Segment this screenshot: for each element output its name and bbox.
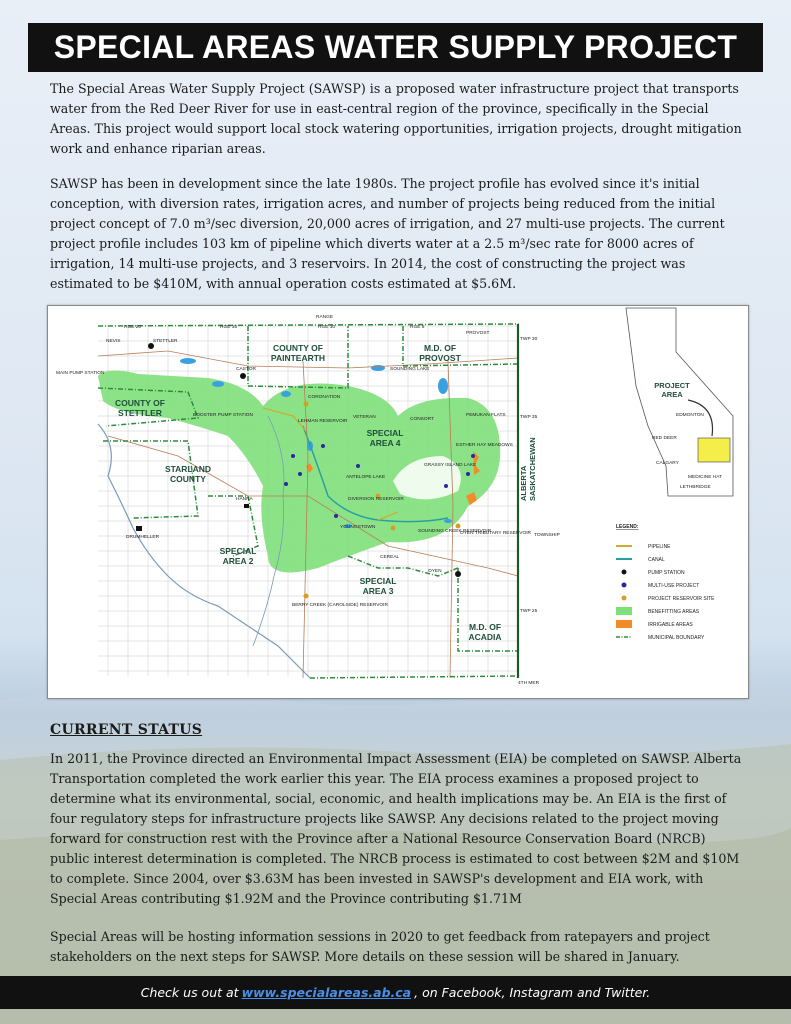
svg-text:PUMP STATION: PUMP STATION [648,570,685,576]
website-link[interactable]: www.specialareas.ab.ca [241,985,412,1000]
svg-text:LEHMAN RESERVOIR: LEHMAN RESERVOIR [298,419,348,424]
inset-map [626,308,733,496]
legend-benefit-swatch [616,607,632,615]
svg-text:PROVOST: PROVOST [466,331,490,336]
page-title: SPECIAL AREAS WATER SUPPLY PROJECT [53,29,738,65]
svg-text:PROJECTAREA: PROJECT AREA [654,381,690,399]
svg-text:MAIN PUMP STATION: MAIN PUMP STATION [56,371,105,376]
svg-text:PROJECT RESERVOIR SITE: PROJECT RESERVOIR SITE [648,596,715,602]
footer-prefix: Check us out at [140,985,239,1000]
svg-text:M.D. OFPROVOST: M.D. OF PROVOST [419,343,461,363]
svg-text:MULTI-USE PROJECT: MULTI-USE PROJECT [648,583,700,589]
svg-text:STARLANDCOUNTY: STARLAND COUNTY [164,464,212,484]
svg-text:PIPELINE: PIPELINE [648,544,671,550]
svg-text:TWP 35: TWP 35 [520,415,538,420]
svg-text:ANTELOPE LAKE: ANTELOPE LAKE [346,475,386,480]
title-banner [28,23,763,72]
svg-text:CASTOR: CASTOR [236,367,256,372]
svg-text:BOOSTER PUMP STATION: BOOSTER PUMP STATION [193,413,253,418]
svg-text:YOUNGSTOWN: YOUNGSTOWN [340,525,376,530]
svg-text:VETERAN: VETERAN [353,415,376,420]
svg-text:IRRIGABLE AREAS: IRRIGABLE AREAS [648,622,693,628]
svg-text:GRASSY ISLAND LAKE: GRASSY ISLAND LAKE [424,463,477,468]
svg-text:NEVIS: NEVIS [106,339,121,344]
svg-text:BERRY CREEK (CAROLSIDE) RESERV: BERRY CREEK (CAROLSIDE) RESERVOIR [292,603,388,608]
svg-text:CEREAL: CEREAL [380,555,400,560]
svg-text:LEGEND:: LEGEND: [616,524,639,530]
svg-text:RGE 15: RGE 15 [220,325,238,330]
svg-text:CALGARY: CALGARY [656,461,679,466]
svg-text:PEMUKAN FLATS: PEMUKAN FLATS [466,413,506,418]
svg-text:BENEFITTING AREAS: BENEFITTING AREAS [648,609,700,615]
svg-text:EDMONTON: EDMONTON [676,413,704,418]
svg-text:SOUNDING CREEK RESERVOIR: SOUNDING CREEK RESERVOIR [418,529,492,534]
legend-pump-swatch [622,570,627,575]
footer-suffix: , on Facebook, Instagram and Twitter. [414,985,651,1000]
info-sessions-paragraph: Special Areas will be hosting information sessions in 2020 to get feedback from ratepayers and project stakeholders on the next steps for SAWSP. More details on these session will be shared in January. [50,929,710,964]
svg-text:SPECIALAREA 2: SPECIAL AREA 2 [219,546,257,566]
svg-text:RGE 10: RGE 10 [318,325,336,330]
svg-text:ALBERTASASKATCHEWAN: ALBERTASASKATCHEWAN [519,437,537,501]
svg-text:MUNICIPAL BOUNDARY: MUNICIPAL BOUNDARY [648,635,705,641]
svg-text:TOWNSHIP: TOWNSHIP [534,533,560,538]
svg-text:M.D. OFACADIA: M.D. OF ACADIA [468,622,502,642]
svg-text:DRUMHELLER: DRUMHELLER [126,535,160,540]
current-status-heading: CURRENT STATUS [50,722,203,738]
svg-text:MEDICINE HAT: MEDICINE HAT [688,475,723,480]
svg-text:HANNA: HANNA [236,497,253,502]
legend-irrigable-swatch [616,620,632,628]
footer-bar [0,976,791,1009]
map-svg [48,306,748,698]
svg-text:TWP 30: TWP 30 [520,337,538,342]
status-paragraph: In 2011, the Province directed an Environmental Impact Assessment (EIA) be completed on SAWSP. Alberta Transportation completed the work earlier this year. The EIA process examines a proposed project to determine what its environmental, social, economic, and health implications may be. An EIA is the first of four regulatory steps for infrastructure projects like SAWSP. Any decisions related to the project moving forward for construction rest with the Province after a National Resource Conservation Board (NRCB) public interest determination is completed. The NRCB process is estimated to cost between $2M and $10M to complete. Since 2004, over $3.63M has been invested in SAWSP's development and EIA work, with Special Areas contributing $1.92M and the Province contributing $1.71M [50,751,742,906]
legend-multiuse-swatch [622,583,627,588]
svg-text:DIVERSION RESERVOIR: DIVERSION RESERVOIR [348,497,404,502]
svg-text:ESTHER HAY MEADOWS: ESTHER HAY MEADOWS [456,443,513,448]
svg-text:OYEN: OYEN [428,569,442,574]
history-paragraph: SAWSP has been in development since the late 1980s. The project profile has evolved since it's initial conception, with diversion rates, irrigation acres, and number of projects being reduced from the initial project concept of 7.0 m³/sec diversion, 20,000 acres of irrigation, and 27 multi-use projects. The current project profile includes 103 km of pipeline which diverts water at a 2.5 m³/sec rate for 8000 acres of irrigation, 14 multi-use projects, and 3 reservoirs. In 2014, the cost of constructing the project was estimated to be $410M, with annual operation costs estimated at $5.6M. [50,176,725,291]
svg-text:COUNTY OFPAINTEARTH: COUNTY OF PAINTEARTH [270,343,326,363]
svg-text:CANAL: CANAL [648,557,665,563]
svg-text:COUNTY OFSTETTLER: COUNTY OF STETTLER [115,398,165,418]
svg-text:CORONATION: CORONATION [308,395,341,400]
svg-text:SOUNDING LAKE: SOUNDING LAKE [390,367,430,372]
svg-text:STETTLER: STETTLER [153,339,178,344]
svg-text:RED DEER: RED DEER [652,436,677,441]
svg-text:SPECIALAREA 3: SPECIAL AREA 3 [359,576,397,596]
svg-text:RGE 5: RGE 5 [410,325,425,330]
svg-text:CONSORT: CONSORT [410,417,434,422]
svg-text:LETHBRIDGE: LETHBRIDGE [680,485,711,490]
project-map [47,305,749,699]
svg-text:TWP 25: TWP 25 [520,609,538,614]
svg-text:4TH MER: 4TH MER [518,681,540,686]
svg-text:SPECIALAREA 4: SPECIAL AREA 4 [366,428,404,448]
svg-text:RANGE: RANGE [316,315,334,320]
svg-text:OYEN TRIBUTARY RESERVOIR: OYEN TRIBUTARY RESERVOIR [460,531,531,536]
legend-reservoir-swatch [622,596,627,601]
intro-paragraph: The Special Areas Water Supply Project (SAWSP) is a proposed water infrastructure project that transports water from the Red Deer River for use in east-central region of the province, specifically in the Special Areas. This project would support local stock watering opportunities, irrigation projects, drought mitigation work and enhance riparian areas. [50,81,742,156]
map-legend [616,524,715,641]
svg-text:RGE 20: RGE 20 [124,325,142,330]
